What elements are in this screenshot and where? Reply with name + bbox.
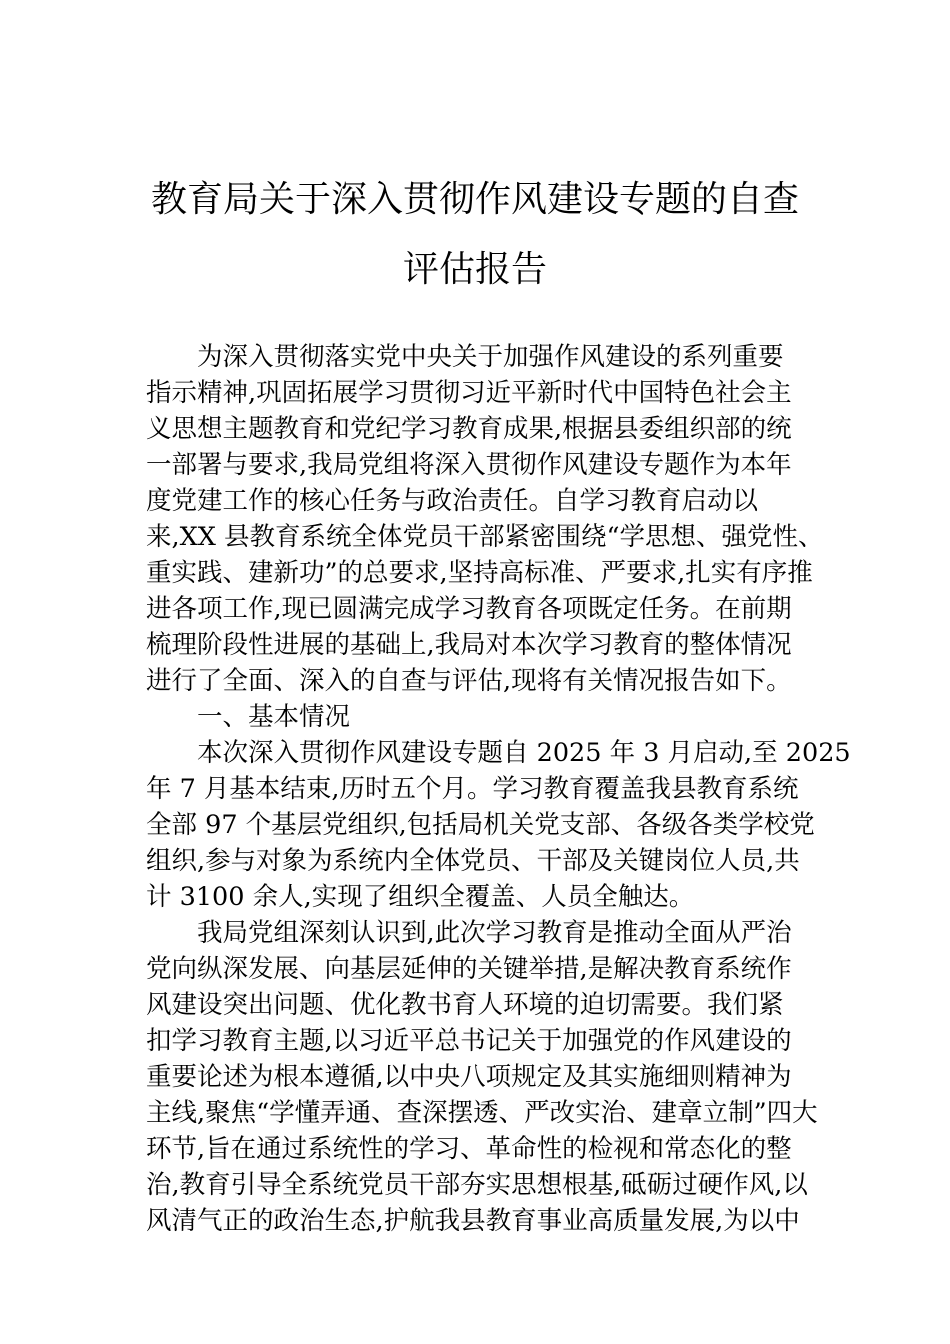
text-line: 义思想主题教育和党纪学习教育成果,根据县委组织部的统 [146, 414, 792, 444]
text-line: 我局党组深刻认识到,此次学习教育是推动全面从严治 [197, 918, 792, 948]
basic-info-paragraph [146, 735, 851, 915]
text-line: 扣学习教育主题,以习近平总书记关于加强党的作风建设的 [146, 1026, 792, 1056]
intro-paragraph [146, 339, 824, 699]
text-line: 一部署与要求,我局党组将深入贯彻作风建设专题作为本年 [146, 450, 792, 480]
text-line: 进行了全面、深入的自查与评估,现将有关情况报告如下。 [146, 666, 792, 696]
text-line: 组织,参与对象为系统内全体党员、干部及关键岗位人员,共 [146, 846, 800, 876]
text-line: 度党建工作的核心任务与政治责任。自学习教育启动以 [146, 486, 759, 516]
text-line: 进各项工作,现已圆满完成学习教育各项既定任务。在前期 [146, 594, 792, 624]
text-line: 风建设突出问题、优化教书育人环境的迫切需要。我们紧 [146, 990, 784, 1020]
text-line: 全部 97 个基层党组织,包括局机关党支部、各级各类学校党 [146, 810, 815, 840]
text-line: 重要论述为根本遵循,以中央八项规定及其实施细则精神为 [146, 1062, 792, 1092]
awareness-paragraph [146, 915, 816, 1239]
text-line: 治,教育引导全系统党员干部夯实思想根基,砥砺过硬作风,以 [146, 1170, 808, 1200]
text-line: 来,XX 县教育系统全体党员干部紧密围绕“学思想、强党性、 [146, 522, 824, 552]
text-line: 一、基本情况 [197, 702, 351, 732]
text-line: 环节,旨在通过系统性的学习、革命性的检视和常态化的整 [146, 1134, 792, 1164]
document-title-line-1: 教育局关于深入贯彻作风建设专题的自查 [150, 179, 799, 220]
text-line: 主线,聚焦“学懂弄通、查深摆透、严改实治、建章立制”四大 [146, 1098, 818, 1128]
text-line: 为深入贯彻落实党中央关于加强作风建设的系列重要 [197, 342, 784, 372]
text-line: 指示精神,巩固拓展学习贯彻习近平新时代中国特色社会主 [146, 378, 792, 408]
document-body [146, 339, 851, 1239]
text-line: 党向纵深发展、向基层延伸的关键举措,是解决教育系统作 [146, 954, 792, 984]
document-title-line-2: 评估报告 [402, 249, 547, 290]
text-line: 风清气正的政治生态,护航我县教育事业高质量发展,为以中 [146, 1206, 800, 1236]
text-line: 计 3100 余人,实现了组织全覆盖、人员全触达。 [146, 882, 695, 912]
text-line: 本次深入贯彻作风建设专题自 2025 年 3 月启动,至 2025 [197, 738, 851, 768]
text-line: 重实践、建新功”的总要求,坚持高标准、严要求,扎实有序推 [146, 558, 813, 588]
text-line: 年 7 月基本结束,历时五个月。学习教育覆盖我县教育系统 [146, 774, 799, 804]
section-heading-1 [146, 699, 816, 735]
text-line: 梳理阶段性进展的基础上,我局对本次学习教育的整体情况 [146, 630, 792, 660]
